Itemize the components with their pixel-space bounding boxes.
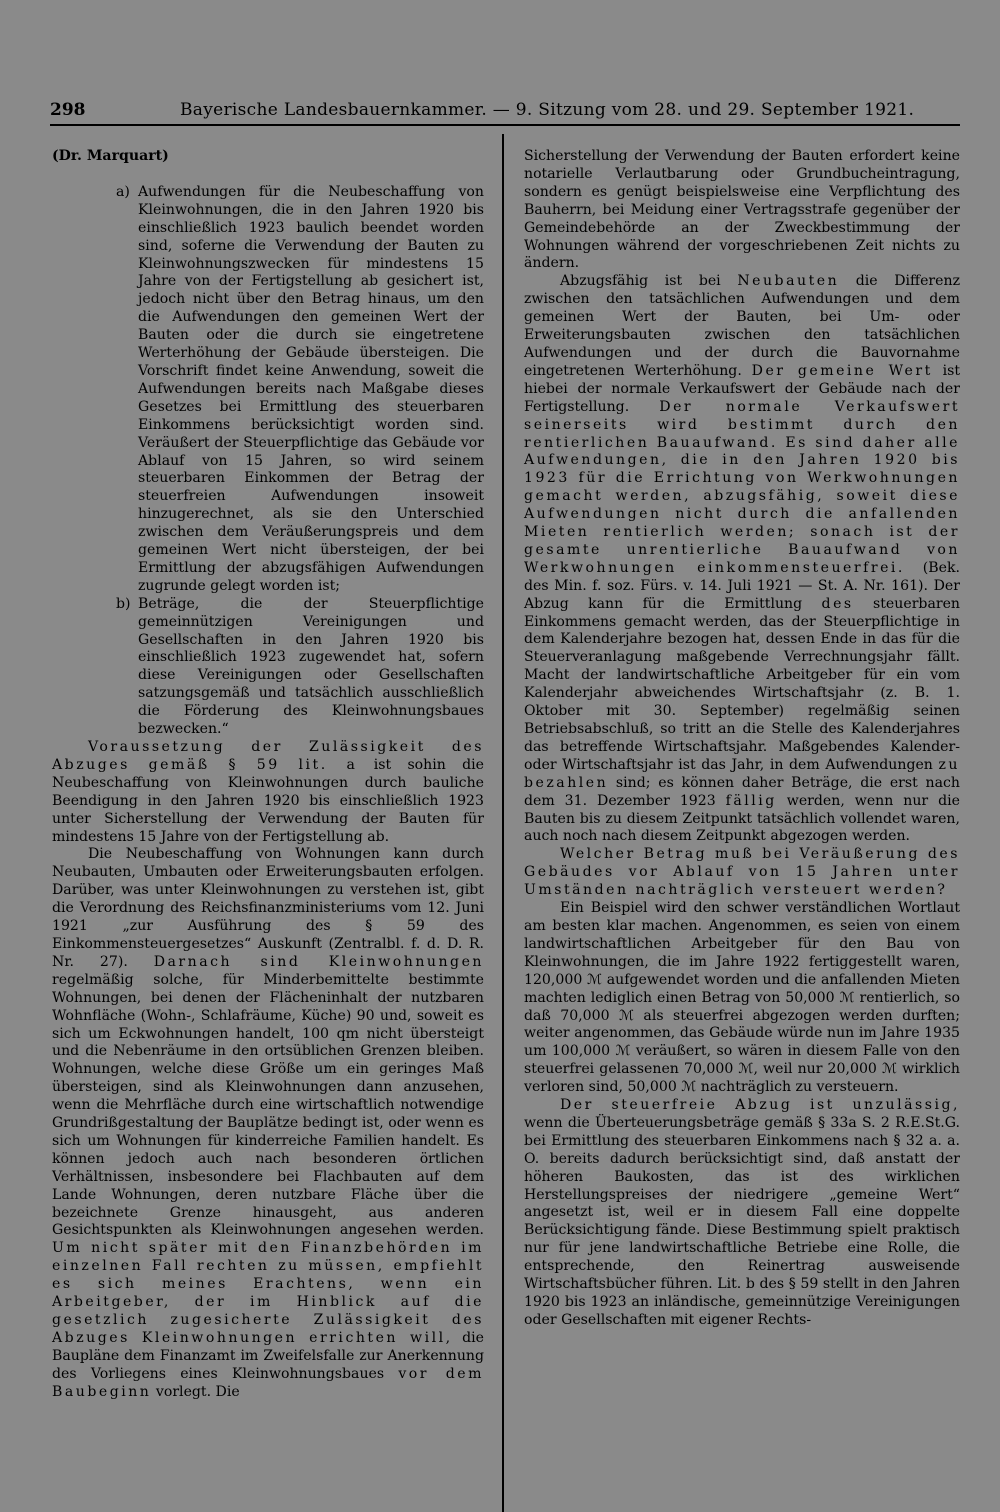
paragraph-text: vorlegt. Die — [151, 1383, 240, 1400]
column-divider — [502, 134, 504, 1512]
running-head: Bayerische Landesbauernkammer. — 9. Sitzung vom 28. und 29. September 1921. — [180, 100, 915, 120]
left-column — [52, 148, 484, 1402]
item-a — [116, 183, 484, 596]
right-column — [524, 148, 960, 1330]
paragraph — [524, 273, 960, 846]
paragraph-text: ist sohin die Neubeschaffung von Kleinwohnungen durch bauliche Beendigung in den Jahren 1920 bis einschließlich 1923 unter Sicherstellung der Verwendung der Bauten für mindestens 15 Jahre von der Fertigstellung ab. — [52, 756, 484, 845]
paragraph-text: Abzugsfähig ist bei — [560, 273, 738, 290]
paragraph-text: sind; es können daher Beträge, die erst nach dem 31. Dezember 1923 — [524, 774, 960, 809]
page-header — [50, 100, 960, 126]
paragraph-text: die Differenz zwischen den tatsächlichen Aufwendungen und dem gemeinen Wert der Bauten, bei Um- oder Erweiterungsbauten zwischen den tatsächlichen Aufwendungen und der durch die Bauvornahme eingetretenen Werterhöhung. — [524, 273, 960, 379]
emphasis-text: Der steuerfreie Abzug ist unzulässig, — [560, 1097, 960, 1114]
paragraph-text: (Bek. des Min. f. soz. Fürs. v. 14. Juli 1921 — St. A. Nr. 161). Der Abzug kann für die Ermittlung — [524, 559, 960, 612]
emphasis-text: Der normale Verkaufswert seinerseits wird bestimmt durch den rentierlichen Bauaufwand. Es sind daher alle Aufwendungen, die in den Jahren 1920 bis 1923 für die Errichtung von Werkwohnungen gemacht werden, abzugsfähig, soweit diese Aufwendungen nicht durch die anfallenden Mieten rentierlich werden; sonach ist der gesamte unrentierliche Bauaufwand von Werkwohnungen einkommensteuerfrei. — [524, 398, 960, 576]
emphasis-text: Voraussetzung der Zulässigkeit des Abzuges gemäß § 59 lit. a — [52, 739, 484, 773]
paragraph-text: Die Neubeschaffung von Wohnungen kann durch Neubauten, Umbauten oder Erweiterungsbauten erfolgen. Darüber, was unter Kleinwohnungen zu verstehen ist, gibt die Verordnung des Reichsfinanzministeriums vom 12. Juni 1921 „zur Ausführung des § 59 des Einkommensteuergesetzes“ Auskunft (Zentralbl. f. d. D. R. Nr. 27). — [52, 846, 484, 970]
speaker-label: (Dr. Marquart) — [52, 148, 169, 164]
paragraph-text: werden, wenn nur die Bauten bis zu diesem Zeitpunkt tatsächlich vollendet waren, auch noch nach diesem Zeitpunkt abgezogen werden. — [524, 792, 960, 845]
enumerated-items — [116, 183, 484, 739]
question-heading: Welcher Betrag muß bei Veräußerung des Gebäudes vor Ablauf von 15 Jahren unter Umständen nachträglich versteuert werden? — [524, 846, 960, 899]
paragraph-text: die Baupläne dem Finanzamt im Zweifelsfalle zur Anerkennung des Vorliegens eines Kleinwohnungsbaues — [52, 1329, 484, 1382]
paragraph — [52, 739, 484, 846]
item-a-marker: a) — [116, 183, 130, 200]
page-number: 298 — [50, 100, 86, 120]
paragraph — [524, 1097, 960, 1330]
paragraph-text: wenn die Überteuerungsbeträge gemäß § 33a S. 2 R.E.St.G. bei Ermittlung des steuerbaren Einkommens nach § 32 a. a. O. bereits dadurch berücksichtigt sind, daß anstatt der höheren Baukosten, das ist des wirklichen Herstellungspreises der niedrigere „gemeine Wert“ angesetzt ist, weil er in diesem Fall eine doppelte Berücksichtigung fände. Diese Bestimmung spielt praktisch nur für jene landwirtschaftliche Betriebe eine Rolle, die entsprechende, den Reinertrag ausweisende Wirtschaftsbücher führen. Lit. b des § 59 stellt in den Jahren 1920 bis 1923 an inländische, gemeinnützige Vereinigungen oder Gesellschaften mit eigener Rechts- — [524, 1114, 960, 1328]
emphasis-text: Der gemeine Wert — [751, 362, 933, 379]
item-b-marker: b) — [116, 595, 131, 612]
emphasis-text: Darnach sind Kleinwohnungen — [153, 953, 485, 970]
paragraph: Ein Beispiel wird den schwer verständlichen Wortlaut am besten klar machen. Angenommen, es seien von einem landwirtschaftlichen Arbeitgeber für den Bau von Kleinwohnungen, die im Jahre 1922 fertiggestellt waren, 120,000 ℳ aufgewendet worden und die anfallenden Mieten machten lediglich einen Betrag von 50,000 ℳ rentierlich, so daß 70,000 ℳ als steuerfrei abgezogen werden durften; weiter angenommen, das Gebäude würde nun im Jahre 1935 um 100,000 ℳ veräußert, so wären in diesem Falle von den steuerfrei gelassenen 70,000 ℳ, weil nur 20,000 ℳ wirklich verloren sind, 50,000 ℳ nachträglich zu versteuern. — [524, 900, 960, 1096]
item-a-text: Aufwendungen für die Neubeschaffung von Kleinwohnungen, die in den Jahren 1920 bis einschließlich 1923 baulich beendet worden sind, soferne die Verwendung der Bauten zu Kleinwohnungszwecken für mindestens 15 Jahre von der Fertigstellung ab gesichert ist, jedoch nicht über den Betrag hinaus, um den die Aufwendungen den gemeinen Wert der Bauten oder die durch sie eingetretene Werterhöhung der Gebäude übersteigen. Die Vorschrift findet keine Anwendung, soweit die Aufwendungen bereits nach Maßgabe dieses Gesetzes bei Ermittlung des steuerbaren Einkommens berücksichtigt worden sind. Veräußert der Steuerpflichtige das Gebäude vor Ablauf von 15 Jahren, so wird seinem steuerbaren Einkommen der Betrag der steuerfreien Aufwendungen insoweit hinzugerechnet, als sie den Unterschied zwischen dem Veräußerungspreis und dem gemeinen Wert nicht übersteigen, der bei Ermittlung der abzugsfähigen Aufwendungen zugrunde gelegt worden ist; — [138, 183, 484, 594]
paragraph: Sicherstellung der Verwendung der Bauten erfordert keine notarielle Verlautbarung oder Grundbucheintragung, sondern es genügt beispielsweise eine Verpflichtung des Bauherrn, bei Meidung einer Vertragsstrafe gegenüber der Gemeindebehörde an der Zweckbestimmung der Wohnungen während der vorgeschriebenen Zeit nichts zu ändern. — [524, 148, 960, 272]
paragraph-text: regelmäßig solche, für Minderbemittelte bestimmte Wohnungen, bei denen der Flächeninhalt der nutzbaren Wohnfläche (Wohn-, Schlafräume, Küche) 90 und, soweit es sich um Eckwohnungen handelt, 100 qm nicht übersteigt und die Nebenräume in den ortsüblichen Grenzen bleiben. Wohnungen, welche diese Größe um ein geringes Maß übersteigen, sind als Kleinwohnungen dann anzusehen, wenn die Mehrfläche durch eine wirtschaftlich notwendige Grundrißgestaltung der Bauplätze bedingt ist, oder wenn es sich um Wohnungen für kinderreiche Familien handelt. Es können jedoch auch nach besonderen örtlichen Verhältnissen, insbesondere bei Flachbauten auf dem Lande Wohnungen, deren nutzbare Fläche über die bezeichnete Grenze hinausgeht, aus anderen Gesichtspunkten als Kleinwohnungen angesehen werden. — [52, 971, 484, 1239]
paragraph-text: ist hiebei der normale Verkaufswert der Gebäude nach der Fertigstellung. — [524, 362, 960, 415]
item-b-text: Beträge, die der Steuerpflichtige gemeinnützigen Vereinigungen und Gesellschaften in den Jahren 1920 bis einschließlich 1923 zugewendet hat, sofern diese Vereinigungen oder Gesellschaften satzungsgemäß und tatsächlich ausschließlich die Förderung des Kleinwohnungsbaues bezwecken.“ — [138, 595, 484, 738]
emphasis-text: Neubauten — [737, 273, 840, 290]
emphasis-text: fällig — [725, 792, 777, 809]
paragraph — [52, 846, 484, 1401]
emphasis-text: des — [821, 595, 854, 612]
emphasis-text: vor dem Baubeginn — [52, 1365, 484, 1400]
item-b — [116, 595, 484, 739]
emphasis-text: zu bezahlen — [524, 756, 960, 791]
emphasis-text: Um nicht später mit den Finanzbehörden im einzelnen Fall rechten zu müssen, empfiehlt es sich meines Erachtens, wenn ein Arbeitgeber, der im Hinblick auf die gesetzlich zugesicherte Zulässigkeit des Abzuges Kleinwohnungen errichten will, — [52, 1240, 484, 1346]
paragraph-text: steuerbaren Einkommens gemacht werden, das der Steuerpflichtige in dem Kalenderjahre bezogen hat, dessen Ende in das für die Steuerveranlagung maßgebende Verrechnungsjahr fällt. Macht der landwirtschaftliche Arbeitgeber für ein vom Kalenderjahr abweichendes Wirtschaftsjahr (z. B. 1. Oktober mit 30. September) regelmäßig seinen Betriebsabschluß, so tritt an die Stelle des Kalenderjahres das betreffende Wirtschaftsjahr. Maßgebendes Kalender- oder Wirtschaftsjahr ist das Jahr, in dem Aufwendungen — [524, 595, 961, 773]
